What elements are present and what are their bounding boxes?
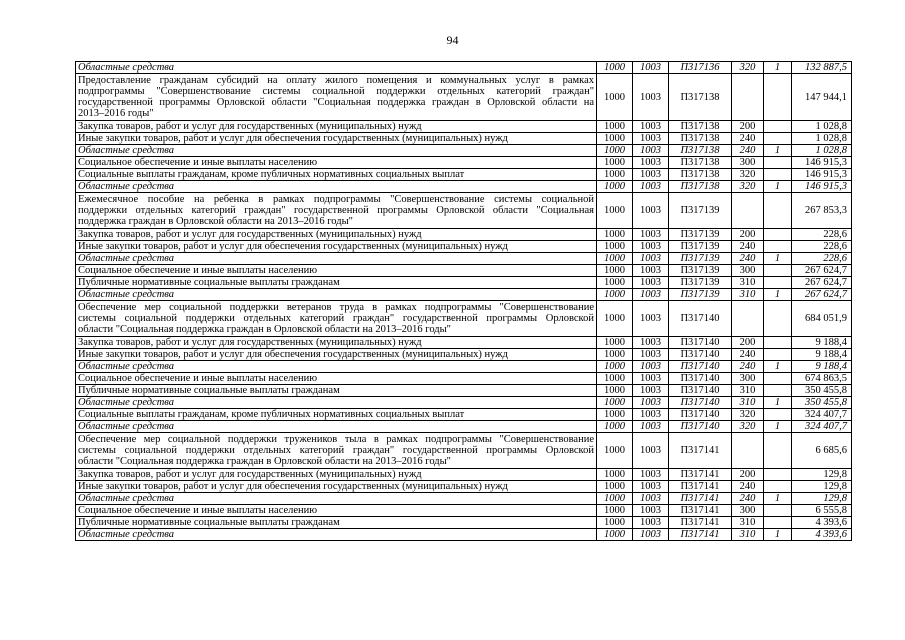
table-row (76, 349, 852, 361)
description-cell: Социальное обеспечение и иные выплаты населению (76, 373, 597, 385)
expense-type-cell: 310 (732, 289, 764, 301)
target-article-cell: П317139 (669, 241, 732, 253)
description-line: поддержки отдельных категорий граждан" государственной программы Орловской области "Социальная (78, 205, 594, 216)
description-cell: Закупка товаров, работ и услуг для государственных (муниципальных) нужд (76, 469, 597, 481)
target-article-cell: П317138 (669, 145, 732, 157)
description-line: поддержка граждан в Орловской области на 2013–2016 годы" (78, 216, 353, 227)
expense-type-cell (732, 433, 764, 469)
section-code-cell: 1000 (597, 169, 633, 181)
description-cell (76, 433, 597, 469)
target-article-cell: П317140 (669, 337, 732, 349)
target-article-cell: П317139 (669, 229, 732, 241)
funding-source-cell (764, 301, 792, 337)
subsection-code-cell: 1003 (633, 337, 669, 349)
description-cell: Публичные нормативные социальные выплаты гражданам (76, 517, 597, 529)
amount-cell: 324 407,7 (792, 409, 852, 421)
section-code-cell: 1000 (597, 409, 633, 421)
funding-source-cell (764, 169, 792, 181)
amount-cell: 1 028,8 (792, 145, 852, 157)
subsection-code-cell: 1003 (633, 62, 669, 74)
expense-type-cell: 240 (732, 241, 764, 253)
amount-cell: 684 051,9 (792, 301, 852, 337)
expense-type-cell: 240 (732, 349, 764, 361)
subsection-code-cell: 1003 (633, 517, 669, 529)
table-row (76, 133, 852, 145)
target-article-cell: П317140 (669, 349, 732, 361)
subsection-code-cell: 1003 (633, 481, 669, 493)
expense-type-cell: 320 (732, 181, 764, 193)
description-cell: Областные средства (76, 397, 597, 409)
subsection-code-cell: 1003 (633, 157, 669, 169)
description-cell: Социальные выплаты гражданам, кроме публичных нормативных социальных выплат (76, 409, 597, 421)
expense-type-cell: 300 (732, 157, 764, 169)
amount-cell: 147 944,1 (792, 74, 852, 121)
description-cell: Публичные нормативные социальные выплаты гражданам (76, 277, 597, 289)
description-line: подпрограммы "Совершенствование системы социальной поддержки отдельных категорий граждан" (78, 86, 594, 97)
funding-source-cell: 1 (764, 289, 792, 301)
section-code-cell: 1000 (597, 529, 633, 541)
section-code-cell: 1000 (597, 145, 633, 157)
table-row (76, 253, 852, 265)
amount-cell: 1 028,8 (792, 133, 852, 145)
section-code-cell: 1000 (597, 74, 633, 121)
amount-cell: 9 188,4 (792, 337, 852, 349)
description-line: Ежемесячное пособие на ребенка в рамках подпрограммы "Совершенствование системы социальной (78, 194, 594, 205)
expense-type-cell (732, 193, 764, 229)
table-row (76, 529, 852, 541)
target-article-cell: П317136 (669, 62, 732, 74)
expense-type-cell: 300 (732, 505, 764, 517)
funding-source-cell: 1 (764, 397, 792, 409)
amount-cell: 1 028,8 (792, 121, 852, 133)
description-line: системы социальной поддержки отдельных категорий граждан" государственной программы Орловской (78, 313, 594, 324)
amount-cell: 267 624,7 (792, 289, 852, 301)
subsection-code-cell: 1003 (633, 145, 669, 157)
target-article-cell: П317139 (669, 277, 732, 289)
subsection-code-cell: 1003 (633, 529, 669, 541)
section-code-cell: 1000 (597, 301, 633, 337)
section-code-cell: 1000 (597, 373, 633, 385)
amount-cell: 267 624,7 (792, 277, 852, 289)
amount-cell: 267 853,3 (792, 193, 852, 229)
amount-cell: 132 887,5 (792, 62, 852, 74)
description-line: Предоставление гражданам субсидий на оплату жилого помещения и коммунальных услуг в рамках (78, 75, 594, 86)
description-cell: Областные средства (76, 361, 597, 373)
table-row (76, 433, 852, 469)
target-article-cell: П317141 (669, 529, 732, 541)
table-row (76, 361, 852, 373)
funding-source-cell (764, 433, 792, 469)
description-cell: Областные средства (76, 421, 597, 433)
funding-source-cell: 1 (764, 361, 792, 373)
expense-type-cell: 320 (732, 409, 764, 421)
funding-source-cell (764, 133, 792, 145)
description-cell: Закупка товаров, работ и услуг для государственных (муниципальных) нужд (76, 121, 597, 133)
expense-type-cell: 200 (732, 469, 764, 481)
funding-source-cell: 1 (764, 493, 792, 505)
amount-cell: 350 455,8 (792, 397, 852, 409)
section-code-cell: 1000 (597, 241, 633, 253)
expense-type-cell: 320 (732, 62, 764, 74)
target-article-cell: П317141 (669, 433, 732, 469)
funding-source-cell (764, 241, 792, 253)
subsection-code-cell: 1003 (633, 493, 669, 505)
table-row (76, 481, 852, 493)
table-row (76, 421, 852, 433)
target-article-cell: П317140 (669, 409, 732, 421)
table-row (76, 229, 852, 241)
table-row (76, 301, 852, 337)
subsection-code-cell: 1003 (633, 181, 669, 193)
table-row (76, 169, 852, 181)
description-cell: Областные средства (76, 181, 597, 193)
target-article-cell: П317140 (669, 301, 732, 337)
section-code-cell: 1000 (597, 493, 633, 505)
expense-type-cell: 310 (732, 385, 764, 397)
amount-cell: 6 685,6 (792, 433, 852, 469)
target-article-cell: П317141 (669, 481, 732, 493)
table-row (76, 337, 852, 349)
description-line: области "Социальная поддержка граждан в Орловской области на 2013–2016 годы" (78, 456, 451, 467)
subsection-code-cell: 1003 (633, 277, 669, 289)
target-article-cell: П317141 (669, 469, 732, 481)
section-code-cell: 1000 (597, 517, 633, 529)
description-line: 2013–2016 годы" (78, 108, 154, 119)
section-code-cell: 1000 (597, 349, 633, 361)
description-line: области "Социальная поддержка граждан в Орловской области на 2013–2016 годы" (78, 324, 451, 335)
amount-cell: 129,8 (792, 481, 852, 493)
section-code-cell: 1000 (597, 229, 633, 241)
description-cell (76, 74, 597, 121)
section-code-cell: 1000 (597, 481, 633, 493)
funding-source-cell (764, 337, 792, 349)
funding-source-cell (764, 229, 792, 241)
subsection-code-cell: 1003 (633, 421, 669, 433)
description-cell: Публичные нормативные социальные выплаты гражданам (76, 385, 597, 397)
subsection-code-cell: 1003 (633, 289, 669, 301)
section-code-cell: 1000 (597, 433, 633, 469)
amount-cell: 228,6 (792, 241, 852, 253)
expense-type-cell: 310 (732, 517, 764, 529)
description-cell: Иные закупки товаров, работ и услуг для обеспечения государственных (муниципальных) нужд (76, 481, 597, 493)
expense-type-cell: 200 (732, 229, 764, 241)
funding-source-cell (764, 373, 792, 385)
table-row (76, 62, 852, 74)
table-row (76, 74, 852, 121)
expense-type-cell: 320 (732, 169, 764, 181)
funding-source-cell (764, 157, 792, 169)
funding-source-cell (764, 481, 792, 493)
subsection-code-cell: 1003 (633, 361, 669, 373)
expense-type-cell: 240 (732, 481, 764, 493)
subsection-code-cell: 1003 (633, 433, 669, 469)
funding-source-cell: 1 (764, 421, 792, 433)
description-cell (76, 193, 597, 229)
section-code-cell: 1000 (597, 121, 633, 133)
table-row (76, 385, 852, 397)
section-code-cell: 1000 (597, 157, 633, 169)
target-article-cell: П317139 (669, 253, 732, 265)
table-row (76, 397, 852, 409)
funding-source-cell (764, 469, 792, 481)
subsection-code-cell: 1003 (633, 241, 669, 253)
target-article-cell: П317140 (669, 385, 732, 397)
section-code-cell: 1000 (597, 62, 633, 74)
amount-cell: 9 188,4 (792, 349, 852, 361)
description-cell: Областные средства (76, 529, 597, 541)
section-code-cell: 1000 (597, 337, 633, 349)
subsection-code-cell: 1003 (633, 469, 669, 481)
table-row (76, 505, 852, 517)
funding-source-cell (764, 265, 792, 277)
funding-source-cell (764, 277, 792, 289)
expense-type-cell: 240 (732, 493, 764, 505)
funding-source-cell (764, 385, 792, 397)
expense-type-cell: 310 (732, 529, 764, 541)
funding-source-cell: 1 (764, 62, 792, 74)
description-line: системы социальной поддержки отдельных категорий граждан" государственной программы Орловской (78, 445, 594, 456)
subsection-code-cell: 1003 (633, 385, 669, 397)
section-code-cell: 1000 (597, 385, 633, 397)
table-row (76, 157, 852, 169)
subsection-code-cell: 1003 (633, 253, 669, 265)
amount-cell: 350 455,8 (792, 385, 852, 397)
subsection-code-cell: 1003 (633, 505, 669, 517)
target-article-cell: П317140 (669, 373, 732, 385)
expense-type-cell: 240 (732, 145, 764, 157)
target-article-cell: П317141 (669, 505, 732, 517)
target-article-cell: П317138 (669, 133, 732, 145)
table-row (76, 121, 852, 133)
target-article-cell: П317141 (669, 517, 732, 529)
funding-source-cell: 1 (764, 181, 792, 193)
subsection-code-cell: 1003 (633, 301, 669, 337)
description-cell: Иные закупки товаров, работ и услуг для обеспечения государственных (муниципальных) нужд (76, 349, 597, 361)
section-code-cell: 1000 (597, 421, 633, 433)
target-article-cell: П317139 (669, 193, 732, 229)
amount-cell: 146 915,3 (792, 157, 852, 169)
section-code-cell: 1000 (597, 469, 633, 481)
amount-cell: 6 555,8 (792, 505, 852, 517)
target-article-cell: П317139 (669, 289, 732, 301)
amount-cell: 228,6 (792, 229, 852, 241)
amount-cell: 267 624,7 (792, 265, 852, 277)
page-number: 94 (446, 33, 459, 47)
description-cell: Областные средства (76, 145, 597, 157)
funding-source-cell (764, 349, 792, 361)
target-article-cell: П317138 (669, 157, 732, 169)
description-cell: Областные средства (76, 493, 597, 505)
target-article-cell: П317138 (669, 181, 732, 193)
table-row (76, 289, 852, 301)
table-row (76, 373, 852, 385)
description-cell: Социальное обеспечение и иные выплаты населению (76, 505, 597, 517)
section-code-cell: 1000 (597, 253, 633, 265)
target-article-cell: П317140 (669, 361, 732, 373)
subsection-code-cell: 1003 (633, 373, 669, 385)
subsection-code-cell: 1003 (633, 409, 669, 421)
section-code-cell: 1000 (597, 361, 633, 373)
section-code-cell: 1000 (597, 181, 633, 193)
amount-cell: 4 393,6 (792, 517, 852, 529)
amount-cell: 146 915,3 (792, 169, 852, 181)
funding-source-cell: 1 (764, 529, 792, 541)
section-code-cell: 1000 (597, 397, 633, 409)
description-cell: Областные средства (76, 289, 597, 301)
subsection-code-cell: 1003 (633, 121, 669, 133)
funding-source-cell (764, 121, 792, 133)
expense-type-cell: 310 (732, 277, 764, 289)
section-code-cell: 1000 (597, 505, 633, 517)
table-row (76, 277, 852, 289)
description-cell: Закупка товаров, работ и услуг для государственных (муниципальных) нужд (76, 337, 597, 349)
table-row (76, 181, 852, 193)
expense-type-cell: 310 (732, 397, 764, 409)
description-cell (76, 301, 597, 337)
subsection-code-cell: 1003 (633, 229, 669, 241)
table-row (76, 145, 852, 157)
amount-cell: 146 915,3 (792, 181, 852, 193)
section-code-cell: 1000 (597, 265, 633, 277)
table-row (76, 193, 852, 229)
expense-type-cell: 240 (732, 133, 764, 145)
table-row (76, 493, 852, 505)
funding-source-cell (764, 193, 792, 229)
section-code-cell: 1000 (597, 133, 633, 145)
description-cell: Социальное обеспечение и иные выплаты населению (76, 265, 597, 277)
description-cell: Областные средства (76, 62, 597, 74)
subsection-code-cell: 1003 (633, 133, 669, 145)
table-row (76, 265, 852, 277)
target-article-cell: П317139 (669, 265, 732, 277)
amount-cell: 324 407,7 (792, 421, 852, 433)
section-code-cell: 1000 (597, 289, 633, 301)
subsection-code-cell: 1003 (633, 349, 669, 361)
section-code-cell: 1000 (597, 277, 633, 289)
description-cell: Иные закупки товаров, работ и услуг для обеспечения государственных (муниципальных) нужд (76, 241, 597, 253)
table-row (76, 517, 852, 529)
funding-source-cell (764, 409, 792, 421)
target-article-cell: П317140 (669, 397, 732, 409)
funding-source-cell (764, 505, 792, 517)
expense-type-cell: 300 (732, 373, 764, 385)
description-line: Обеспечение мер социальной поддержки ветеранов труда в рамках подпрограммы "Совершенствование (78, 302, 594, 313)
description-cell: Областные средства (76, 253, 597, 265)
target-article-cell: П317140 (669, 421, 732, 433)
table-row (76, 469, 852, 481)
amount-cell: 674 863,5 (792, 373, 852, 385)
subsection-code-cell: 1003 (633, 169, 669, 181)
subsection-code-cell: 1003 (633, 193, 669, 229)
table-row (76, 409, 852, 421)
expense-type-cell: 200 (732, 121, 764, 133)
expense-type-cell (732, 301, 764, 337)
subsection-code-cell: 1003 (633, 397, 669, 409)
funding-source-cell: 1 (764, 145, 792, 157)
expense-type-cell: 200 (732, 337, 764, 349)
subsection-code-cell: 1003 (633, 74, 669, 121)
expense-type-cell: 300 (732, 265, 764, 277)
target-article-cell: П317141 (669, 493, 732, 505)
description-line: Обеспечение мер социальной поддержки тружеников тыла в рамках подпрограммы "Совершенствование (78, 434, 594, 445)
description-line: государственной программы Орловской области "Социальная поддержка граждан в Орловской области на (78, 97, 594, 108)
description-cell: Социальные выплаты гражданам, кроме публичных нормативных социальных выплат (76, 169, 597, 181)
description-cell: Социальное обеспечение и иные выплаты населению (76, 157, 597, 169)
budget-table-body (76, 62, 852, 541)
description-cell: Иные закупки товаров, работ и услуг для обеспечения государственных (муниципальных) нужд (76, 133, 597, 145)
amount-cell: 129,8 (792, 469, 852, 481)
table-row (76, 241, 852, 253)
amount-cell: 129,8 (792, 493, 852, 505)
funding-source-cell (764, 517, 792, 529)
budget-table (75, 61, 852, 541)
expense-type-cell (732, 74, 764, 121)
target-article-cell: П317138 (669, 74, 732, 121)
subsection-code-cell: 1003 (633, 265, 669, 277)
amount-cell: 228,6 (792, 253, 852, 265)
expense-type-cell: 240 (732, 253, 764, 265)
section-code-cell: 1000 (597, 193, 633, 229)
expense-type-cell: 320 (732, 421, 764, 433)
description-cell: Закупка товаров, работ и услуг для государственных (муниципальных) нужд (76, 229, 597, 241)
amount-cell: 9 188,4 (792, 361, 852, 373)
funding-source-cell: 1 (764, 253, 792, 265)
amount-cell: 4 393,6 (792, 529, 852, 541)
expense-type-cell: 240 (732, 361, 764, 373)
target-article-cell: П317138 (669, 121, 732, 133)
funding-source-cell (764, 74, 792, 121)
target-article-cell: П317138 (669, 169, 732, 181)
